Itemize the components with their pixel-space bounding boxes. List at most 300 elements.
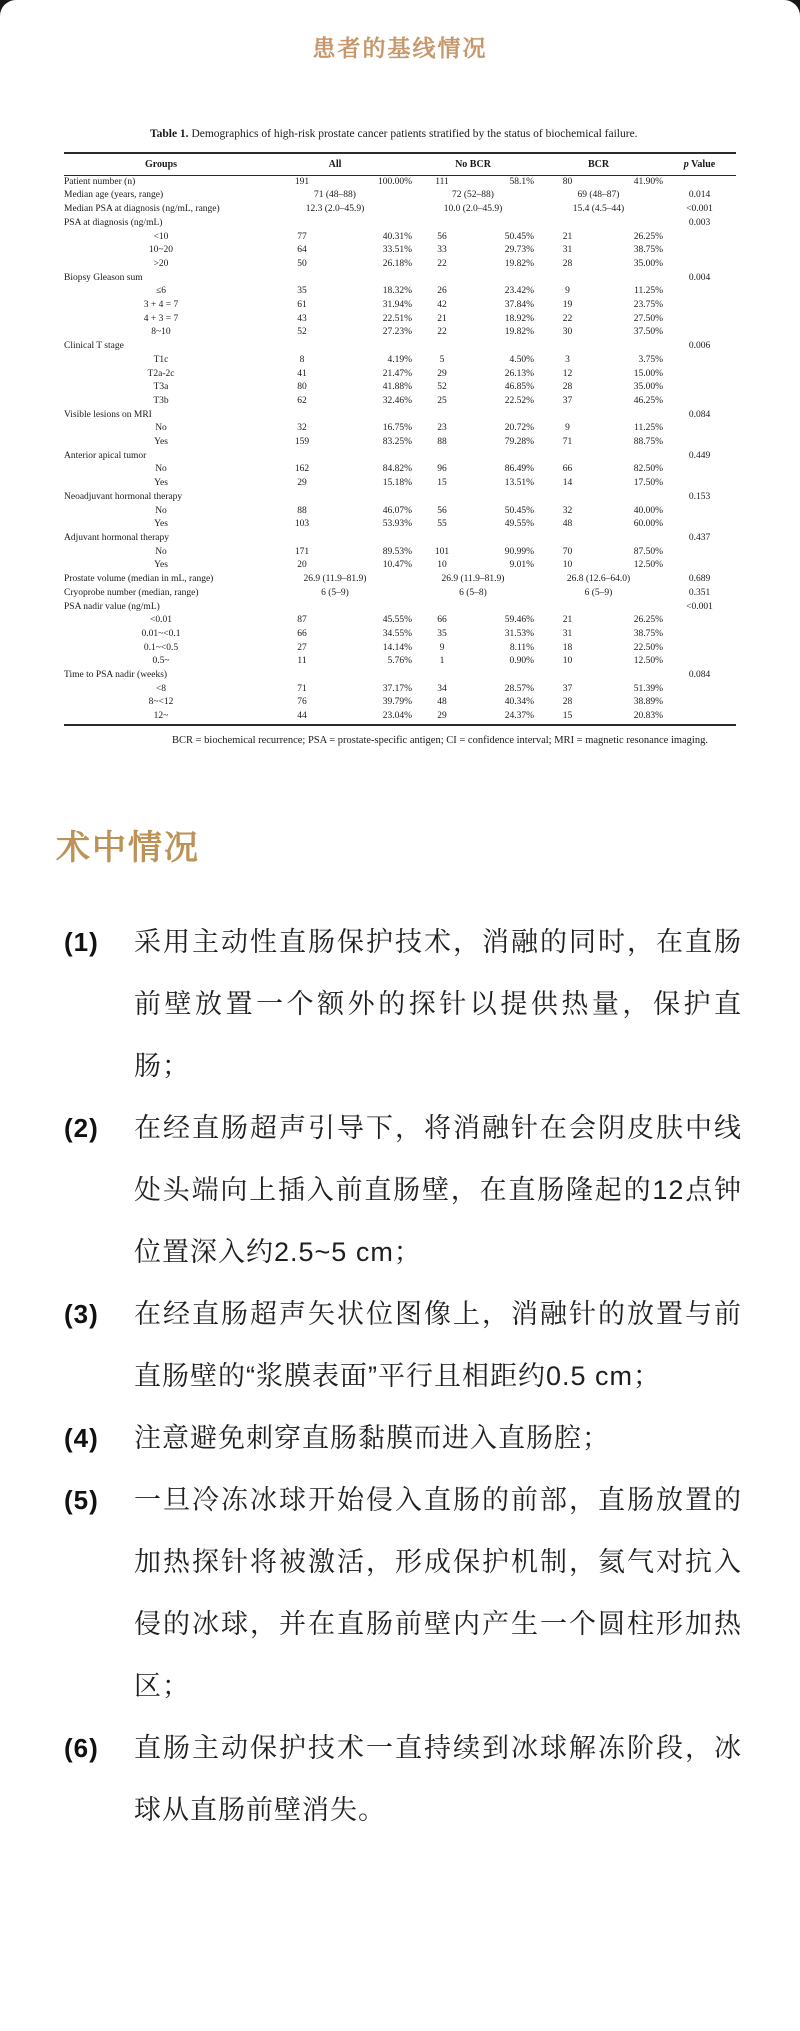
table-cell: 26.25% xyxy=(633,231,663,242)
list-item-text: 一旦冷冻冰球开始侵入直肠的前部，直肠放置的加热探针将被激活，形成保护机制，氦气对抗入侵的冰球，并在直肠前壁内产生一个圆柱形加热区； xyxy=(134,1484,742,1701)
table-cell: 61 xyxy=(297,300,307,311)
table-footnote: BCR = biochemical recurrence; PSA = prostate-specific antigen; CI = confidence interval; MRI = magnetic resonance imaging. xyxy=(172,734,708,746)
table-row xyxy=(64,614,736,628)
table-cell: 27 xyxy=(297,642,307,653)
table-cell: 0.014 xyxy=(688,190,711,201)
table-cell: 6 (5–8) xyxy=(459,587,487,598)
table-cell: 0.004 xyxy=(688,272,711,283)
table-cell: 26.9 (11.9–81.9) xyxy=(303,574,367,585)
table-cell: 45.55% xyxy=(382,615,412,626)
table-cell: 15.18% xyxy=(382,478,412,489)
table-cell: 21 xyxy=(562,615,573,626)
table-cell: 82.50% xyxy=(633,464,663,475)
table-cell: 9 xyxy=(565,286,570,297)
table-cell: 44 xyxy=(297,711,307,722)
table-cell xyxy=(663,175,736,189)
table-cell xyxy=(663,299,736,313)
table-cell: 3 + 4 = 7 xyxy=(143,300,179,311)
table-cell: 34 xyxy=(437,683,447,694)
table-cell: 23 xyxy=(437,423,447,434)
table-cell: 42 xyxy=(437,300,447,311)
table-cell: 0.003 xyxy=(688,217,711,228)
table-cell: 59.46% xyxy=(504,615,534,626)
list-item-text: 在经直肠超声矢状位图像上，消融针的放置与前直肠壁的“浆膜表面”平行且相距约0.5 cm； xyxy=(134,1298,742,1391)
table-cell: 4 + 3 = 7 xyxy=(143,313,179,324)
table-row xyxy=(64,491,736,505)
table-cell xyxy=(663,546,736,560)
table-row xyxy=(64,628,736,642)
table-cell: Prostate volume (median in mL, range) xyxy=(64,574,214,585)
table-cell: 50.45% xyxy=(504,505,534,516)
table-cell: 16.75% xyxy=(382,423,412,434)
table-cell xyxy=(663,642,736,656)
table-cell: 28.57% xyxy=(504,683,534,694)
table-cell: 32 xyxy=(297,423,307,434)
list-item-number: (5) xyxy=(64,1484,99,1515)
table-cell: 37.50% xyxy=(633,327,663,338)
table-cell: 0.449 xyxy=(688,450,711,461)
table-cell: 37 xyxy=(562,683,573,694)
table-cell: 10.47% xyxy=(382,560,412,571)
table-cell: 22 xyxy=(437,327,447,338)
table-cell: 103 xyxy=(294,519,310,530)
table-row xyxy=(64,313,736,327)
table-row xyxy=(64,710,736,725)
table-cell: 17.50% xyxy=(633,478,663,489)
table-cell: 51.39% xyxy=(633,683,663,694)
table-cell xyxy=(258,409,663,423)
table-cell: 88.75% xyxy=(633,437,663,448)
table-cell: 10 xyxy=(562,560,573,571)
table-cell: 23.75% xyxy=(633,300,663,311)
table-cell: 19 xyxy=(562,300,573,311)
table-cell: 0.5~ xyxy=(152,656,170,667)
table-cell: 50.45% xyxy=(504,231,534,242)
col-header-all: All xyxy=(258,153,412,175)
table-cell: 79.28% xyxy=(504,437,534,448)
table-cell: 25 xyxy=(437,395,447,406)
table-cell: 10 xyxy=(562,656,573,667)
table-cell xyxy=(663,231,736,245)
table-cell: 83.25% xyxy=(382,437,412,448)
list-item-number: (1) xyxy=(64,926,99,957)
table-cell: 48 xyxy=(562,519,573,530)
table-cell: 64 xyxy=(297,245,307,256)
table-cell: 27.50% xyxy=(633,313,663,324)
table-cell xyxy=(258,340,663,354)
table-cell: 12 xyxy=(562,368,573,379)
table-cell: 12~ xyxy=(153,711,169,722)
table-cell: 22 xyxy=(437,258,447,269)
table-cell: T3b xyxy=(153,395,169,406)
table-cell: 40.00% xyxy=(633,505,663,516)
table-cell xyxy=(663,628,736,642)
table-cell: 66 xyxy=(297,628,307,639)
table-cell: PSA at diagnosis (ng/mL) xyxy=(64,217,163,228)
table-cell: 18 xyxy=(562,642,573,653)
table-cell: 15 xyxy=(437,478,447,489)
table-cell: 18.32% xyxy=(382,286,412,297)
table-cell: 0.90% xyxy=(509,656,534,667)
table-cell: 13.51% xyxy=(504,478,534,489)
table-cell: 10~20 xyxy=(148,245,174,256)
list-item-number: (3) xyxy=(64,1298,99,1329)
list-item-number: (4) xyxy=(64,1422,99,1453)
table-cell: PSA nadir value (ng/mL) xyxy=(64,601,160,612)
table-cell: 38.89% xyxy=(633,697,663,708)
table-cell: ≤6 xyxy=(156,286,166,297)
table-cell: 5.76% xyxy=(387,656,412,667)
table-cell xyxy=(663,683,736,697)
table-cell: 37 xyxy=(562,395,573,406)
table-cell: 71 (48–88) xyxy=(314,190,356,201)
list-item xyxy=(64,1717,742,1841)
table-row xyxy=(64,326,736,340)
table-cell: No xyxy=(155,505,167,516)
table-cell xyxy=(663,614,736,628)
table-cell xyxy=(663,436,736,450)
table-cell xyxy=(663,395,736,409)
list-item xyxy=(64,1469,742,1717)
table-row xyxy=(64,436,736,450)
table-cell: 22.50% xyxy=(633,642,663,653)
list-item-text: 采用主动性直肠保护技术，消融的同时，在直肠前壁放置一个额外的探针以提供热量，保护直肠； xyxy=(134,926,742,1081)
col-header-no-bcr: No BCR xyxy=(412,153,534,175)
table-row xyxy=(64,669,736,683)
table-cell xyxy=(663,258,736,272)
table-cell: 6 (5–9) xyxy=(321,587,349,598)
table-cell: 80 xyxy=(562,176,573,187)
table-caption-text: Demographics of high-risk prostate cancer patients stratified by the status of biochemical failure. xyxy=(188,128,638,140)
table-cell: 23.42% xyxy=(504,286,534,297)
table-cell: 171 xyxy=(294,546,310,557)
table-cell: 159 xyxy=(294,437,310,448)
table-cell: 70 xyxy=(562,546,573,557)
table-cell: 37.84% xyxy=(504,300,534,311)
table-cell: 33 xyxy=(437,245,447,256)
table-cell xyxy=(663,655,736,669)
table-cell: 21.47% xyxy=(382,368,412,379)
list-item xyxy=(64,1283,742,1407)
table-cell: 77 xyxy=(297,231,307,242)
table-cell: Cryoprobe number (median, range) xyxy=(64,587,199,598)
table-cell: 71 xyxy=(297,683,307,694)
table-cell xyxy=(663,285,736,299)
table-cell: 22.52% xyxy=(504,395,534,406)
table-cell xyxy=(258,450,663,464)
table-row xyxy=(64,546,736,560)
table-cell: 66 xyxy=(437,615,447,626)
table-cell: 100.00% xyxy=(377,176,412,187)
table-cell xyxy=(258,669,663,683)
table-cell: 26.13% xyxy=(504,368,534,379)
table-cell: 48 xyxy=(437,697,447,708)
table-row xyxy=(64,683,736,697)
table-cell xyxy=(258,601,663,615)
table-cell: Yes xyxy=(154,437,168,448)
table-cell: 26.25% xyxy=(633,615,663,626)
list-item-text: 在经直肠超声引导下，将消融针在会阴皮肤中线处头端向上插入前直肠壁，在直肠隆起的12点钟位置深入约2.5~5 cm； xyxy=(134,1112,743,1267)
table-cell: 72 (52–88) xyxy=(452,190,494,201)
table-cell: 35 xyxy=(297,286,307,297)
table-row xyxy=(64,381,736,395)
table-cell xyxy=(663,368,736,382)
table-row xyxy=(64,450,736,464)
table-cell: 20 xyxy=(297,560,307,571)
table-cell: 76 xyxy=(297,697,307,708)
table-cell: 35.00% xyxy=(633,258,663,269)
table-cell: 46.85% xyxy=(504,382,534,393)
table-cell: >20 xyxy=(153,258,169,269)
table-cell: 23.04% xyxy=(382,711,412,722)
procedure-list xyxy=(64,911,742,1841)
table-block xyxy=(64,125,736,750)
table-cell: 43 xyxy=(297,313,307,324)
p-value-rest: Value xyxy=(688,159,716,170)
table-cell: 90.99% xyxy=(504,546,534,557)
table-cell: 29.73% xyxy=(504,245,534,256)
table-cell: 33.51% xyxy=(382,245,412,256)
table-cell: Median age (years, range) xyxy=(64,190,164,201)
table-cell: 49.55% xyxy=(504,519,534,530)
table-cell: 56 xyxy=(437,505,447,516)
table-cell: 71 xyxy=(562,437,573,448)
table-cell: 50 xyxy=(297,258,307,269)
table-cell: 162 xyxy=(294,464,310,475)
table-cell: 101 xyxy=(434,546,450,557)
table-cell: Biopsy Gleason sum xyxy=(64,272,143,283)
table-cell: 88 xyxy=(437,437,447,448)
table-cell: 0.006 xyxy=(688,341,711,352)
table-cell xyxy=(258,491,663,505)
table-row xyxy=(64,573,736,587)
table-cell: 60.00% xyxy=(633,519,663,530)
table-cell: 8~<12 xyxy=(148,697,174,708)
table-row xyxy=(64,559,736,573)
table-cell: 52 xyxy=(437,382,447,393)
list-item xyxy=(64,1097,742,1283)
table-cell: 0.084 xyxy=(688,409,711,420)
table-cell: 28 xyxy=(562,258,573,269)
table-cell: Yes xyxy=(154,560,168,571)
table-cell: 31.94% xyxy=(382,300,412,311)
table-cell: Time to PSA nadir (weeks) xyxy=(64,670,168,681)
table-cell: 8.11% xyxy=(509,642,534,653)
section-heading: 术中情况 xyxy=(56,829,200,867)
table-cell: 34.55% xyxy=(382,628,412,639)
table-cell: <0.001 xyxy=(686,601,713,612)
table-cell: 14 xyxy=(562,478,573,489)
table-row xyxy=(64,231,736,245)
table-cell: T2a-2c xyxy=(147,368,175,379)
table-cell: 22 xyxy=(562,313,573,324)
table-cell: 19.82% xyxy=(504,258,534,269)
table-cell xyxy=(663,477,736,491)
table-cell: 32 xyxy=(562,505,573,516)
table-cell: 38.75% xyxy=(633,245,663,256)
table-cell: 0.1~<0.5 xyxy=(143,642,179,653)
table-cell: 21 xyxy=(562,231,573,242)
col-header-bcr: BCR xyxy=(534,153,663,175)
table-cell: 0.01~<0.1 xyxy=(141,628,181,639)
col-header-groups: Groups xyxy=(64,153,258,175)
list-item xyxy=(64,911,742,1097)
table-cell: 9.01% xyxy=(509,560,534,571)
table-cell: 84.82% xyxy=(382,464,412,475)
table-cell: 52 xyxy=(297,327,307,338)
table-row xyxy=(64,272,736,286)
table-cell: 6 (5–9) xyxy=(584,587,613,598)
table-row xyxy=(64,258,736,272)
table-cell: 29 xyxy=(297,478,307,489)
list-item-number: (6) xyxy=(64,1732,99,1763)
table-cell: 21 xyxy=(437,313,447,324)
table-cell: 4.50% xyxy=(509,354,534,365)
table-cell: No xyxy=(155,546,167,557)
table-cell xyxy=(663,505,736,519)
table-row xyxy=(64,642,736,656)
list-item-text: 直肠主动保护技术一直持续到冰球解冻阶段，冰球从直肠前壁消失。 xyxy=(134,1732,742,1825)
table-cell: Patient number (n) xyxy=(64,176,136,187)
table-cell: Neoadjuvant hormonal therapy xyxy=(64,491,183,502)
list-item xyxy=(64,1407,742,1469)
table-cell: 4.19% xyxy=(387,354,412,365)
table-cell xyxy=(258,532,663,546)
table-cell: <0.01 xyxy=(150,615,172,626)
table-cell: <0.001 xyxy=(686,204,713,215)
table-cell xyxy=(663,354,736,368)
table-cell: T3a xyxy=(153,382,169,393)
table-cell: 56 xyxy=(437,231,447,242)
table-cell: 10 xyxy=(437,560,447,571)
table-row xyxy=(64,601,736,615)
table-row xyxy=(64,217,736,231)
table-cell: 86.49% xyxy=(504,464,534,475)
table-cell: Adjuvant hormonal therapy xyxy=(64,532,170,543)
table-cell: Visible lesions on MRI xyxy=(64,409,152,420)
table-cell: 0.153 xyxy=(688,491,711,502)
table-cell: 69 (48–87) xyxy=(577,190,620,201)
table-cell: 96 xyxy=(437,464,447,475)
table-cell: 11.25% xyxy=(634,286,663,297)
table-cell: 35 xyxy=(437,628,447,639)
table-row xyxy=(64,203,736,217)
table-cell: 15.4 (4.5–44) xyxy=(572,204,625,215)
table-cell: 27.23% xyxy=(382,327,412,338)
table-cell: 20.72% xyxy=(504,423,534,434)
table-caption-label: Table 1. xyxy=(150,128,189,140)
table-cell: 32.46% xyxy=(382,395,412,406)
table-cell: 22.51% xyxy=(382,313,412,324)
table-cell: 80 xyxy=(297,382,307,393)
table-cell: 0.437 xyxy=(688,532,711,543)
table-cell: <8 xyxy=(155,683,167,694)
table-cell: 9 xyxy=(565,423,570,434)
table-cell xyxy=(663,463,736,477)
table-cell: 3 xyxy=(565,354,570,365)
table-row xyxy=(64,244,736,258)
table-cell: 20.83% xyxy=(633,711,663,722)
table-cell: 35.00% xyxy=(633,382,663,393)
table-row xyxy=(64,368,736,382)
table-cell: Median PSA at diagnosis (ng/mL, range) xyxy=(64,204,220,215)
table-cell xyxy=(663,326,736,340)
col-header-p-value xyxy=(663,153,736,175)
table-cell: 66 xyxy=(562,464,573,475)
table-cell: 26.9 (11.9–81.9) xyxy=(441,574,505,585)
table-cell: 11 xyxy=(297,656,307,667)
table-row xyxy=(64,587,736,601)
table-row xyxy=(64,518,736,532)
table-cell: 46.07% xyxy=(382,505,412,516)
table-caption xyxy=(150,125,736,144)
table-cell: 5 xyxy=(439,354,445,365)
table-cell: 12.50% xyxy=(633,656,663,667)
table-cell: 15 xyxy=(562,711,573,722)
table-cell: Anterior apical tumor xyxy=(64,450,147,461)
table-cell: 12.3 (2.0–45.9) xyxy=(305,204,365,215)
table-cell: 26.18% xyxy=(382,258,412,269)
table-row xyxy=(64,285,736,299)
table-cell: <10 xyxy=(153,231,169,242)
list-item-text: 注意避免刺穿直肠黏膜而进入直肠腔； xyxy=(134,1422,610,1453)
table-row xyxy=(64,463,736,477)
table-cell: 28 xyxy=(562,382,573,393)
table-cell: 29 xyxy=(437,368,447,379)
table-cell: 3.75% xyxy=(638,354,663,365)
table-cell: 18.92% xyxy=(504,313,534,324)
table-cell: 26.8 (12.6–64.0) xyxy=(566,574,631,585)
table-cell xyxy=(663,518,736,532)
table-cell xyxy=(663,422,736,436)
table-cell: 15.00% xyxy=(633,368,663,379)
table-row xyxy=(64,299,736,313)
table-cell: 8 xyxy=(299,354,305,365)
table-cell: 31 xyxy=(562,245,573,256)
table-row xyxy=(64,409,736,423)
table-cell: 191 xyxy=(294,176,310,187)
table-cell: 38.75% xyxy=(633,628,663,639)
table-cell: 14.14% xyxy=(382,642,412,653)
p-value-italic: p xyxy=(683,159,689,170)
table-row xyxy=(64,175,736,189)
table-cell: 28 xyxy=(562,697,573,708)
table-cell: No xyxy=(155,423,167,434)
table-cell: 8~10 xyxy=(151,327,171,338)
table-cell: Yes xyxy=(154,519,168,530)
page-title: 患者的基线情况 xyxy=(312,35,488,61)
table-cell: 37.17% xyxy=(382,683,412,694)
table-cell: 41.88% xyxy=(382,382,412,393)
table-cell: 53.93% xyxy=(382,519,412,530)
table-cell: 26 xyxy=(437,286,447,297)
table-cell: 89.53% xyxy=(382,546,412,557)
table-cell: 24.37% xyxy=(504,711,534,722)
table-cell: 39.79% xyxy=(382,697,412,708)
table-row xyxy=(64,477,736,491)
table-cell xyxy=(663,710,736,725)
table-cell xyxy=(663,559,736,573)
table-row xyxy=(64,655,736,669)
table-cell: 30 xyxy=(562,327,573,338)
table-cell xyxy=(663,244,736,258)
table-cell: 31.53% xyxy=(504,628,534,639)
table-row xyxy=(64,340,736,354)
table-cell: 1 xyxy=(439,656,445,667)
table-cell: 40.34% xyxy=(504,697,534,708)
table-cell: 87 xyxy=(297,615,307,626)
table-cell: T1c xyxy=(153,354,169,365)
